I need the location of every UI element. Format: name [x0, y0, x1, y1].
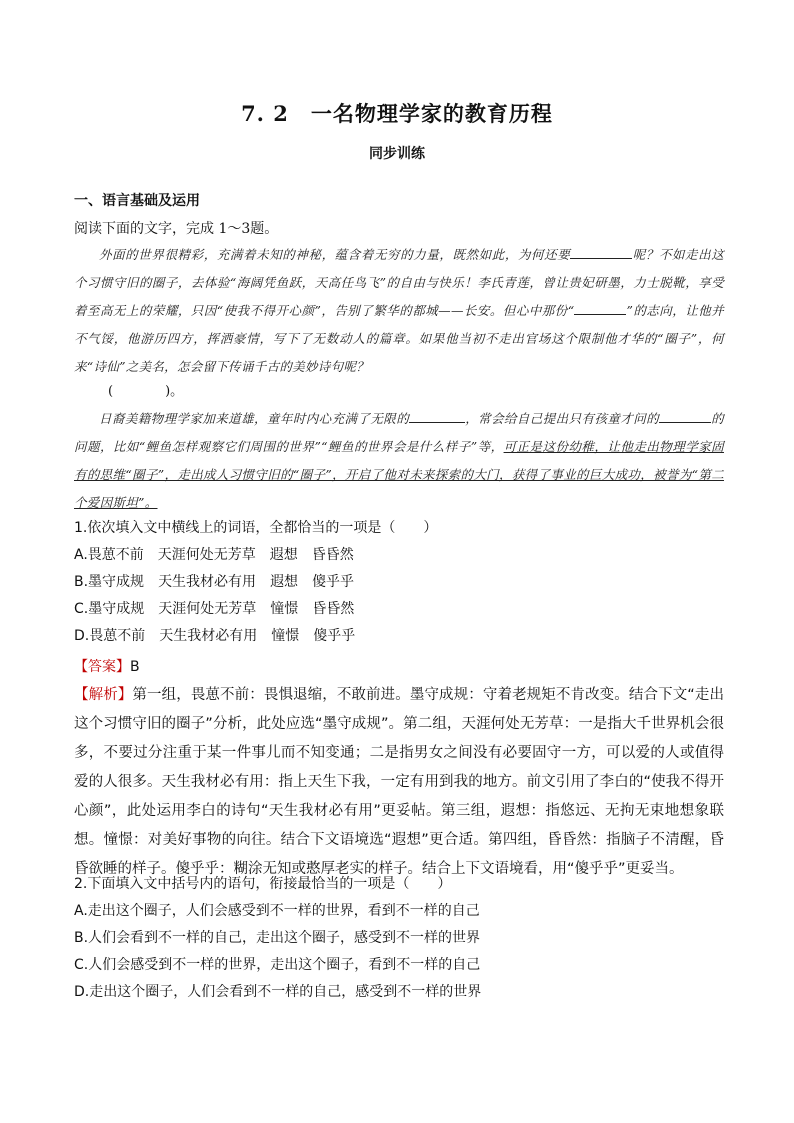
option-a: A.畏葸不前 天涯何处无芳草 遐想 昏昏然	[74, 547, 354, 563]
question-1	[74, 515, 734, 650]
analysis-label: 【解析】	[74, 687, 133, 703]
analysis-text: 第一组，畏葸不前：畏惧退缩，不敢前进。墨守成规：守着老规矩不肯改变。结合下文“走出这个习惯守旧的圈子”分析，此处应选“墨守成规”。第二组，天涯何处无芳草：一是指大千世界机会很多，不要过分注重于某一件事儿而不知变通；二是指男女之间没有必要固守一方，可以爱的人或值得爱的人很多。天生我材必有用：指上天生下我，一定有用到我的地方。前文引用了李白的“使我不得开心颜”，此处运用李白的诗句“天生我材必有用”更妥帖。第三组，遐想：指悠远、无拘无束地想象联想。憧憬：对美好事物的向往。结合下文语境选“遐想”更合适。第四组，昏昏然：指脑子不清醒，昏昏欲睡的样子。傻乎乎：糊涂无知或憨厚老实的样子。结合上下文语境看，用“傻乎乎”更妥当。	[74, 687, 725, 877]
blank-2	[574, 302, 626, 315]
question-2	[74, 871, 734, 1006]
section-heading: 一、语言基础及运用	[74, 193, 200, 209]
answer-parenthesis: ( )。	[108, 384, 184, 399]
option-b: B.墨守成规 天生我材必有用 遐想 傻乎乎	[74, 574, 355, 590]
passage-text: ，常会给自己提出只有孩童才问的	[465, 411, 660, 426]
reading-passage-2	[74, 405, 724, 517]
blank-1	[570, 246, 632, 259]
answer-line	[74, 656, 140, 676]
passage-text: 呢？不如走出这个习惯守旧的圈子，去体验“海阔凭鱼跃，天高任鸟飞”的自由与快乐！李氏青莲，曾让贵妃研墨，力士脱靴，享受着至高无上的荣耀，只因“使我不得开心颜”，告别了繁华的都城——长安。但心中那份“	[74, 247, 724, 318]
option-c: C.人们会感受到不一样的世界，走出这个圈子，看到不一样的自己	[74, 957, 481, 973]
option-a: A.走出这个圈子，人们会感受到不一样的世界，看到不一样的自己	[74, 903, 480, 919]
answer-label: 【答案】	[74, 659, 130, 675]
option-b: B.人们会看到不一样的自己，走出这个圈子，感受到不一样的世界	[74, 930, 481, 946]
question-stem: 2.下面填入文中括号内的语句，衔接最恰当的一项是（ ）	[74, 876, 452, 892]
option-d: D.走出这个圈子，人们会看到不一样的自己，感受到不一样的世界	[74, 984, 482, 1000]
reading-instruction: 阅读下面的文字，完成 1～3题。	[74, 221, 279, 237]
option-c: C.墨守成规 天涯何处无芳草 憧憬 昏昏然	[74, 601, 355, 617]
analysis-block	[74, 681, 724, 884]
page-title: 7. 2 一名物理学家的教育历程	[241, 101, 553, 126]
page-subtitle: 同步训练	[369, 146, 425, 162]
answer-value: B	[130, 659, 140, 675]
option-d: D.畏葸不前 天生我材必有用 憧憬 傻乎乎	[74, 628, 356, 644]
blank-3	[409, 410, 465, 423]
passage-text: 的问题，比如“鲤鱼怎样观察它们周围的世界”“鲤鱼的世界会是什么样子”等，	[74, 411, 724, 454]
passage-text: 日裔美籍物理学家加来道雄，童年时内心充满了无限的	[99, 411, 410, 426]
reading-passage-1	[74, 241, 724, 381]
passage-text: ”的志向，让他并不气馁，他游历四方，挥洒豪情，写下了无数动人的篇章。如果他当初不走出官场这个限制他才华的“圈子”，何来“诗仙”之美名，怎会留下传诵千古的美妙诗句呢？	[74, 303, 724, 374]
passage-text: 外面的世界很精彩，充满着未知的神秘，蕴含着无穷的力量，既然如此，为何还要	[99, 247, 571, 262]
blank-4	[659, 410, 711, 423]
underlined-sentence: 可正是这份幼稚，让他走出物理学家固有的思维“圈子”，走出成人习惯守旧的“圈子”，开启了他对未来探索的大门，获得了事业的巨大成功，被誉为“第二个爱因斯坦”。	[74, 439, 724, 510]
question-stem: 1.依次填入文中横线上的词语，全都恰当的一项是（ ）	[74, 520, 438, 536]
